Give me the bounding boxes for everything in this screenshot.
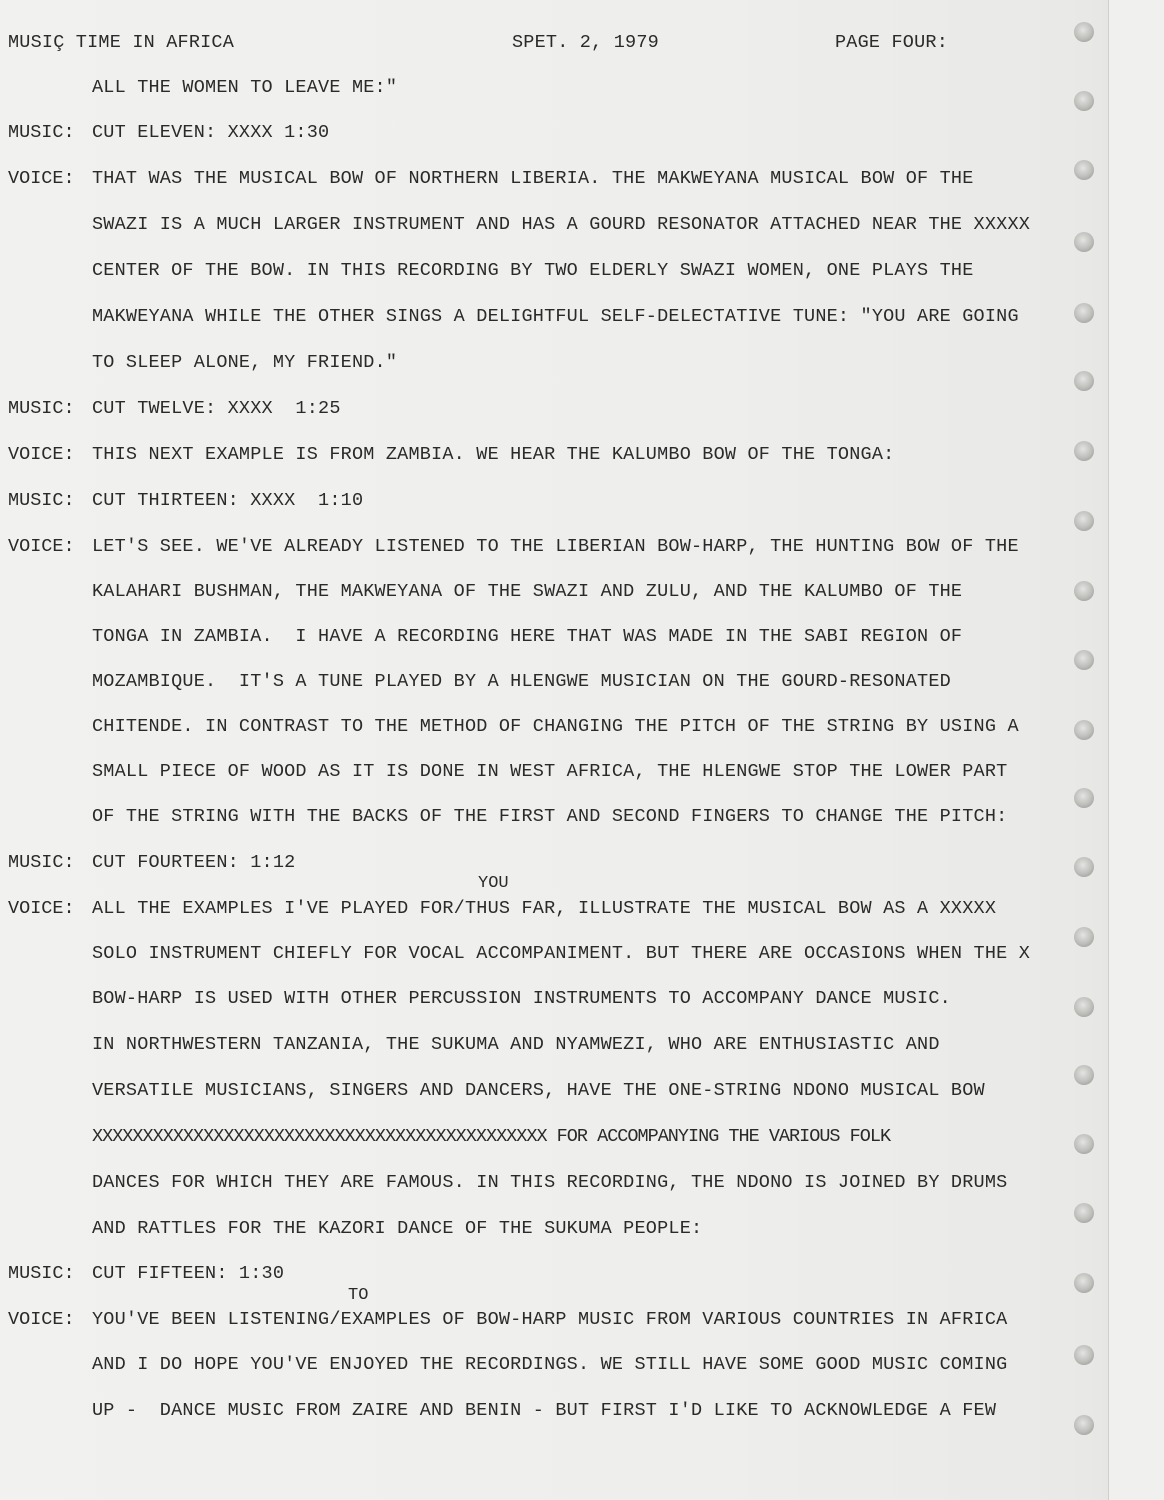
music-cue: CUT TWELVE: XXXX 1:25 xyxy=(92,398,341,419)
music-cue-label: MUSIC: xyxy=(8,852,75,873)
music-cue-label: MUSIC: xyxy=(8,122,75,143)
voice-cue-label: VOICE: xyxy=(8,1309,75,1330)
script-line: UP - DANCE MUSIC FROM ZAIRE AND BENIN - BUT FIRST I'D LIKE TO ACKNOWLEDGE A FEW xyxy=(92,1400,997,1421)
feed-hole-icon xyxy=(1074,650,1094,670)
voice-cue-label: VOICE: xyxy=(8,536,75,557)
voice-cue-label: VOICE: xyxy=(8,168,75,189)
feed-hole-icon xyxy=(1074,511,1094,531)
music-cue: CUT THIRTEEN: XXXX 1:10 xyxy=(92,490,364,511)
feed-hole-icon xyxy=(1074,232,1094,252)
script-line: SMALL PIECE OF WOOD AS IT IS DONE IN WEST AFRICA, THE HLENGWE STOP THE LOWER PART xyxy=(92,761,1008,782)
script-line: OF THE STRING WITH THE BACKS OF THE FIRST AND SECOND FINGERS TO CHANGE THE PITCH: xyxy=(92,806,1008,827)
script-line: SWAZI IS A MUCH LARGER INSTRUMENT AND HAS A GOURD RESONATOR ATTACHED NEAR THE XXXXX xyxy=(92,214,1031,235)
program-title: MUSIÇ TIME IN AFRICA xyxy=(8,32,235,53)
feed-hole-icon xyxy=(1074,441,1094,461)
script-line: DANCES FOR WHICH THEY ARE FAMOUS. IN THIS RECORDING, THE NDONO IS JOINED BY DRUMS xyxy=(92,1172,1008,1193)
feed-hole-icon xyxy=(1074,788,1094,808)
handwritten-insertion: YOU xyxy=(478,874,509,893)
script-line: VERSATILE MUSICIANS, SINGERS AND DANCERS, HAVE THE ONE-STRING NDONO MUSICAL BOW xyxy=(92,1080,985,1101)
script-line: ALL THE WOMEN TO LEAVE ME:" xyxy=(92,77,398,98)
voice-cue-label: VOICE: xyxy=(8,898,75,919)
script-line: SOLO INSTRUMENT CHIEFLY FOR VOCAL ACCOMPANIMENT. BUT THERE ARE OCCASIONS WHEN THE X xyxy=(92,943,1031,964)
voice-cue-label: VOICE: xyxy=(8,444,75,465)
script-line: THAT WAS THE MUSICAL BOW OF NORTHERN LIBERIA. THE MAKWEYANA MUSICAL BOW OF THE xyxy=(92,168,974,189)
feed-hole-icon xyxy=(1074,581,1094,601)
music-cue: CUT FOURTEEN: 1:12 xyxy=(92,852,296,873)
script-line: MOZAMBIQUE. IT'S A TUNE PLAYED BY A HLENGWE MUSICIAN ON THE GOURD-RESONATED xyxy=(92,671,951,692)
feed-hole-icon xyxy=(1074,91,1094,111)
music-cue-label: MUSIC: xyxy=(8,1263,75,1284)
script-line: TO SLEEP ALONE, MY FRIEND." xyxy=(92,352,398,373)
script-date: SPET. 2, 1979 xyxy=(512,32,659,53)
page-number: PAGE FOUR: xyxy=(835,32,949,53)
music-cue-label: MUSIC: xyxy=(8,490,75,511)
script-line: AND RATTLES FOR THE KAZORI DANCE OF THE SUKUMA PEOPLE: xyxy=(92,1218,703,1239)
handwritten-insertion: TO xyxy=(348,1286,369,1305)
script-line: THIS NEXT EXAMPLE IS FROM ZAMBIA. WE HEAR THE KALUMBO BOW OF THE TONGA: xyxy=(92,444,895,465)
script-line: XXXXXXXXXXXXXXXXXXXXXXXXXXXXXXXXXXXXXXXXXXXXX FOR ACCOMPANYING THE VARIOUS FOLK xyxy=(92,1126,891,1147)
tractor-feed-strip xyxy=(1108,0,1164,1500)
feed-hole-icon xyxy=(1074,857,1094,877)
music-cue-label: MUSIC: xyxy=(8,398,75,419)
script-line: CENTER OF THE BOW. IN THIS RECORDING BY TWO ELDERLY SWAZI WOMEN, ONE PLAYS THE xyxy=(92,260,974,281)
feed-hole-icon xyxy=(1074,1134,1094,1154)
feed-hole-icon xyxy=(1074,927,1094,947)
feed-hole-icon xyxy=(1074,160,1094,180)
feed-hole-icon xyxy=(1074,371,1094,391)
music-cue: CUT FIFTEEN: 1:30 xyxy=(92,1263,285,1284)
script-line: YOU'VE BEEN LISTENING/EXAMPLES OF BOW-HARP MUSIC FROM VARIOUS COUNTRIES IN AFRICA xyxy=(92,1309,1008,1330)
feed-hole-icon xyxy=(1074,720,1094,740)
script-line: LET'S SEE. WE'VE ALREADY LISTENED TO THE LIBERIAN BOW-HARP, THE HUNTING BOW OF THE xyxy=(92,536,1019,557)
script-line: ALL THE EXAMPLES I'VE PLAYED FOR/THUS FAR, ILLUSTRATE THE MUSICAL BOW AS A XXXXX xyxy=(92,898,997,919)
feed-hole-icon xyxy=(1074,997,1094,1017)
script-line: CHITENDE. IN CONTRAST TO THE METHOD OF CHANGING THE PITCH OF THE STRING BY USING A xyxy=(92,716,1019,737)
script-line: MAKWEYANA WHILE THE OTHER SINGS A DELIGHTFUL SELF-DELECTATIVE TUNE: "YOU ARE GOING xyxy=(92,306,1019,327)
feed-hole-icon xyxy=(1074,22,1094,42)
script-line: IN NORTHWESTERN TANZANIA, THE SUKUMA AND NYAMWEZI, WHO ARE ENTHUSIASTIC AND xyxy=(92,1034,940,1055)
feed-hole-icon xyxy=(1074,1273,1094,1293)
feed-hole-icon xyxy=(1074,303,1094,323)
script-line: AND I DO HOPE YOU'VE ENJOYED THE RECORDINGS. WE STILL HAVE SOME GOOD MUSIC COMING xyxy=(92,1354,1008,1375)
feed-hole-icon xyxy=(1074,1203,1094,1223)
feed-hole-icon xyxy=(1074,1415,1094,1435)
feed-hole-icon xyxy=(1074,1065,1094,1085)
script-line: KALAHARI BUSHMAN, THE MAKWEYANA OF THE SWAZI AND ZULU, AND THE KALUMBO OF THE xyxy=(92,581,963,602)
music-cue: CUT ELEVEN: XXXX 1:30 xyxy=(92,122,330,143)
script-line: TONGA IN ZAMBIA. I HAVE A RECORDING HERE THAT WAS MADE IN THE SABI REGION OF xyxy=(92,626,963,647)
script-line: BOW-HARP IS USED WITH OTHER PERCUSSION INSTRUMENTS TO ACCOMPANY DANCE MUSIC. xyxy=(92,988,951,1009)
feed-hole-icon xyxy=(1074,1345,1094,1365)
